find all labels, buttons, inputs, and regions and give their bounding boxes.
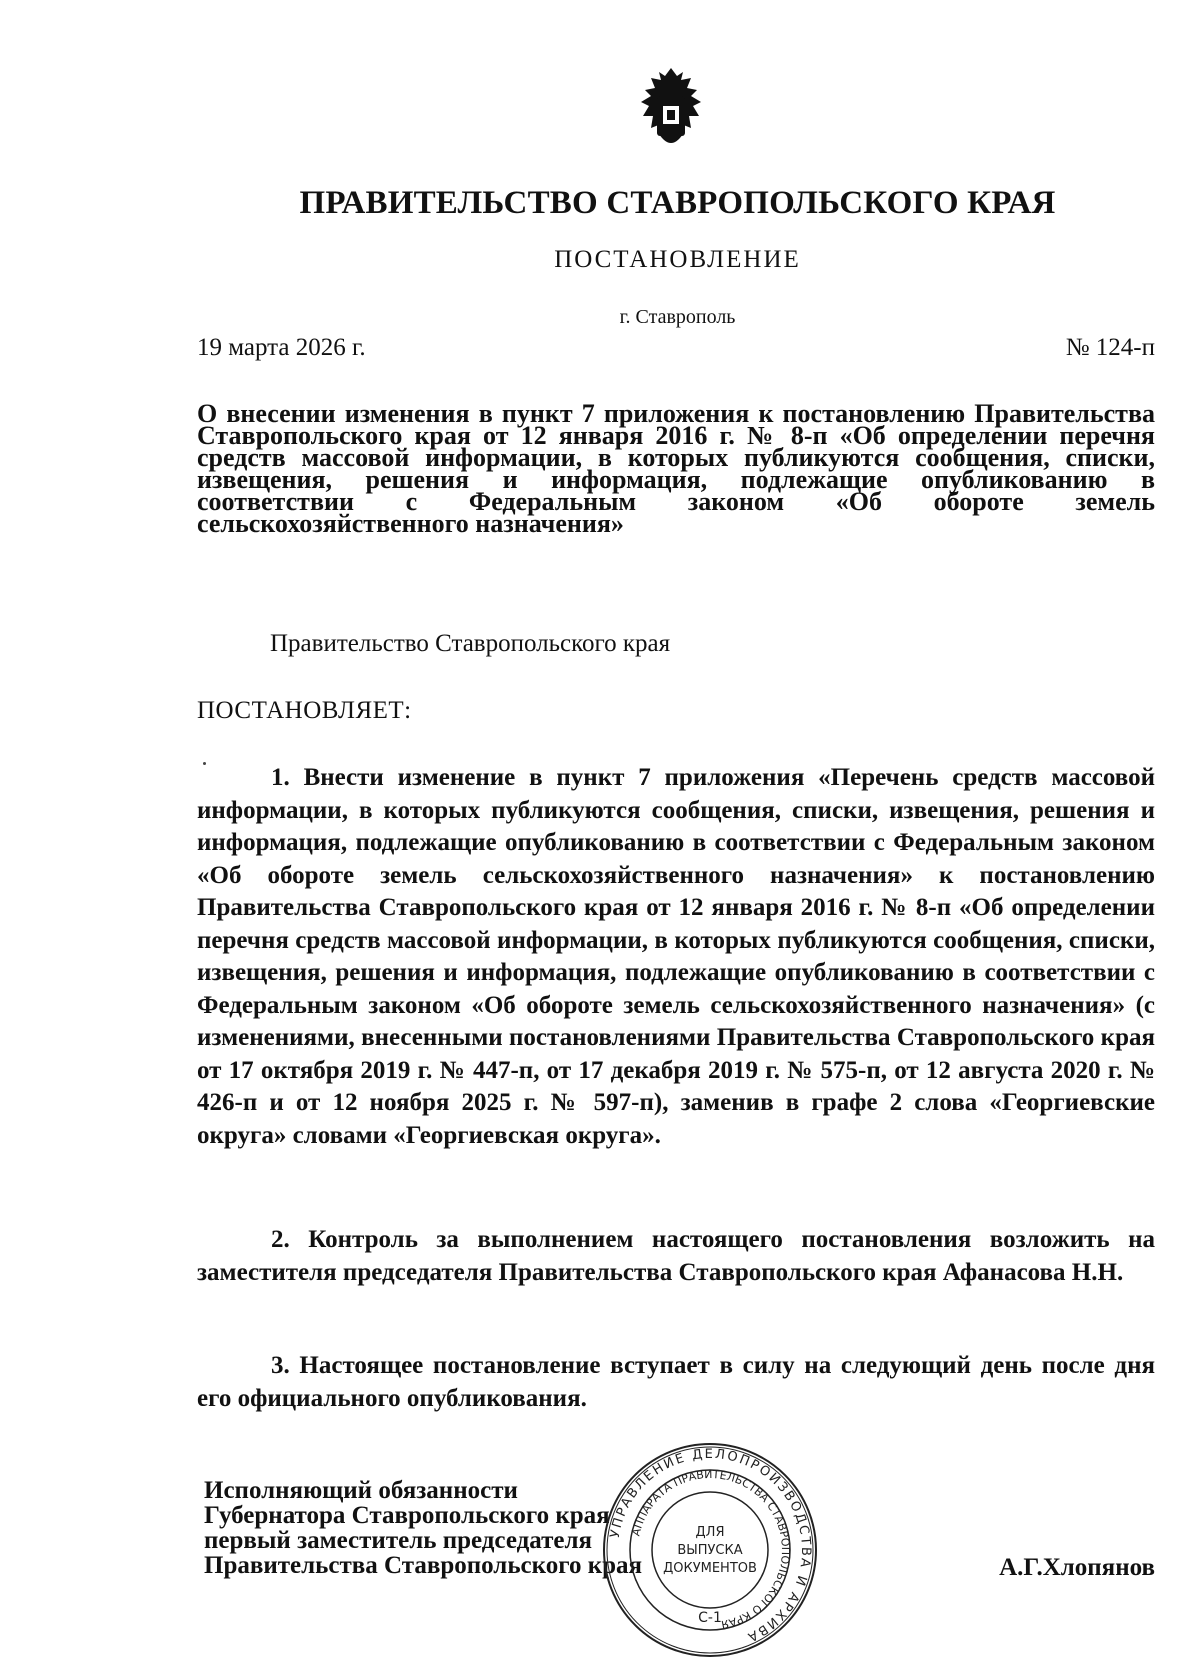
signer-line: Правительства Ставропольского края (204, 1552, 643, 1579)
signer-line: первый заместитель председателя (204, 1527, 593, 1554)
document-type: ПОСТАНОВЛЕНИЕ (554, 246, 801, 273)
stamp-inner-text: АППАРАТА ПРАВИТЕЛЬСТВА СТАВРОПОЛЬСКОГО КРАЯ (629, 1467, 793, 1632)
document-date: 19 марта 2026 г. (197, 334, 366, 361)
paragraph-2: 2. Контроль за выполнением настоящего постановления возложить на заместителя председателя Правительства Ставропольского края Афанасова Н.Н. (197, 1226, 1155, 1286)
stamp-code: С-1 (698, 1610, 722, 1626)
stamp-center-line: ДЛЯ (695, 1525, 725, 1540)
signer-name: А.Г.Хлопянов (999, 1554, 1155, 1581)
signer-line: Исполняющий обязанности (204, 1477, 518, 1504)
paragraph-3: 3. Настоящее постановление вступает в силу на следующий день после дня его официального опубликования. (197, 1352, 1155, 1412)
government-name: Правительство Ставропольского края (270, 630, 671, 657)
stamp-center-line: ВЫПУСКА (677, 1543, 743, 1558)
signer-line: Губернатора Ставропольского края (204, 1502, 610, 1529)
document-subject: О внесении изменения в пункт 7 приложения к постановлению Правительства Ставропольского края от 12 января 2016 г. № 8-п «Об определении перечня средств массовой информации, в которых публикуются сообщения, списки, извещения, решения и информация, подлежащие опубликованию в соответствии с Федеральным законом «Об обороте земель сельскохозяйственного назначения» (197, 399, 1155, 538)
paragraph-1: 1. Внести изменение в пункт 7 приложения «Перечень средств массовой информации, в которых публикуются сообщения, списки, извещения, решения и информация, подлежащие опубликованию в соответствии с Федеральным законом «Об обороте земель сельскохозяйственного назначения» к постановлению Правительства Ставропольского края от 12 января 2016 г. № 8-п «Об определении перечня средств массовой информации, в которых публикуются сообщения, списки, извещения, решения и информация, подлежащие опубликованию в соответствии с Федеральным законом «Об обороте земель сельскохозяйственного назначения» (с изменениями, внесенными постановлениями Правительства Ставропольского края от 17 октября 2019 г. № 447-п, от 17 декабря 2019 г. № 575-п, от 12 августа 2020 г. № 426-п и от 12 ноября 2025 г. № 597-п), заменив в графе 2 слова «Георгиевские округа» словами «Георгиевская округа». (197, 764, 1155, 1149)
stamp-center-line: ДОКУМЕНТОВ (663, 1561, 757, 1576)
document-number: № 124-п (1065, 334, 1155, 361)
official-stamp (600, 1440, 820, 1660)
city: г. Ставрополь (619, 306, 736, 328)
coat-of-arms-icon (633, 66, 709, 156)
signer-position (204, 1478, 642, 1578)
stamp-outer-text: УПРАВЛЕНИЕ ДЕЛОПРОИЗВОДСТВА И АРХИВА (607, 1446, 814, 1645)
decides-heading: ПОСТАНОВЛЯЕТ: (197, 697, 412, 724)
government-title: ПРАВИТЕЛЬСТВО СТАВРОПОЛЬСКОГО КРАЯ (299, 185, 1056, 221)
